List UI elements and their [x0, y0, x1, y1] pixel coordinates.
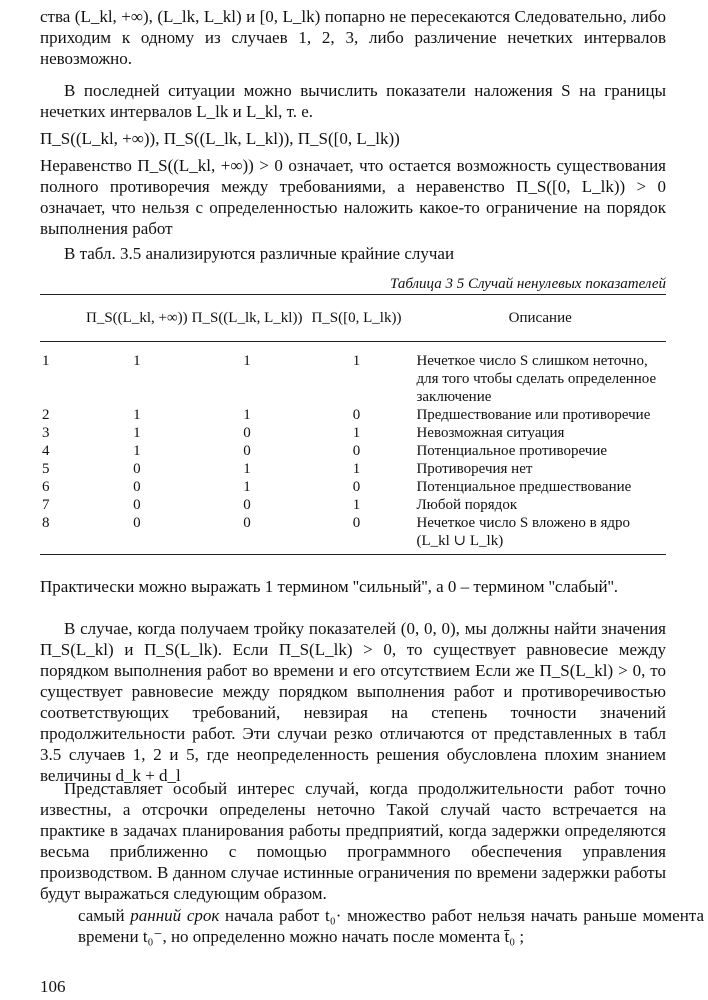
cell-pi-kl-inf: 1 — [133, 443, 141, 459]
cell-pi-kl-inf: 0 — [133, 479, 141, 495]
paragraph-triple: В случае, когда получаем тройку показателей (0, 0, 0), мы должны найти значения Π_S(L_kl) и Π_S(L_lk). Если Π_S(L_lk) > 0, то существует равновесие между порядком выполнения работ во времени и его отсутствием Если же Π_S(L_kl) > 0, то существует равновесие между порядком выполнения работ и противоречивостью соответствующих требований, невзирая на степень точности значений продолжительности работ. Эти случаи резко отличаются от представленных в табл 3.5 случаев 1, 2 и 5, где неопределенность решения обусловлена плохим знанием величины d_k + d_l — [40, 619, 666, 785]
cell-pi-0-lk: 1 — [352, 461, 361, 477]
cell-pi-0-lk: 0 — [352, 479, 361, 495]
earliest-start-term: ранний срок — [130, 906, 220, 925]
cell-pi-kl-inf: 0 — [133, 461, 141, 477]
cell-pi-lk-kl: 1 — [243, 353, 251, 369]
table-caption: Таблица 3 5 Случай ненулевых показателей — [390, 276, 666, 292]
paragraph-earliest-start — [40, 905, 704, 947]
table-row — [40, 460, 666, 478]
cell-description: Любой порядок — [416, 497, 518, 513]
cell-description: Противоречия нет — [416, 461, 533, 477]
row-number: 1 — [42, 353, 50, 369]
row-number: 5 — [42, 461, 50, 477]
earliest-start-prefix: самый — [78, 906, 131, 925]
cell-pi-kl-inf: 1 — [133, 353, 141, 369]
table-row — [40, 514, 666, 555]
paragraph-inequality: Неравенство Π_S((L_kl, +∞)) > 0 означает, что остается возможность существования полного противоречия между требованиями, а неравенство Π_S([0, L_lk)) > 0 означает, что нельзя с определенностью наложить какое-то ограничение на порядок выполнения работ — [40, 156, 666, 238]
cell-pi-kl-inf: 1 — [133, 425, 141, 441]
table-row — [40, 406, 666, 424]
cases-table — [40, 294, 666, 555]
cell-pi-lk-kl: 1 — [243, 461, 251, 477]
cell-pi-kl-inf: 1 — [133, 407, 141, 423]
cell-description: Невозможная ситуация — [416, 425, 565, 441]
row-number: 7 — [42, 497, 50, 513]
row-number: 2 — [42, 407, 50, 423]
header-pi-0-lk: Π_S([0, L_lk)) — [304, 295, 408, 342]
table-row — [40, 442, 666, 460]
cell-pi-0-lk: 1 — [352, 353, 361, 369]
cell-description: Нечеткое число S слишком неточно, для того чтобы сделать определенное заключение — [416, 353, 657, 405]
table-row — [40, 478, 666, 496]
row-number: 3 — [42, 425, 50, 441]
page-number: 106 — [40, 977, 66, 996]
table-row — [40, 342, 666, 407]
earliest-start-text: начала работ t₀· множество работ нельзя начать раньше момента времени t₀⁻, но определенно можно начать после момента t̄₀ ; — [78, 906, 704, 946]
cell-pi-lk-kl: 0 — [243, 425, 251, 441]
cell-description: Потенциальное предшествование — [416, 479, 632, 495]
header-pi-lk-kl: Π_S((L_lk, L_kl)) — [190, 295, 305, 342]
table-row — [40, 424, 666, 442]
cell-pi-kl-inf: 0 — [133, 497, 141, 513]
row-number: 6 — [42, 479, 50, 495]
cell-pi-0-lk: 0 — [352, 407, 361, 423]
cell-pi-0-lk: 1 — [352, 497, 361, 513]
table-row — [40, 496, 666, 514]
cell-pi-lk-kl: 0 — [243, 443, 251, 459]
cell-pi-kl-inf: 0 — [84, 514, 190, 555]
cell-pi-lk-kl: 1 — [243, 479, 251, 495]
header-number — [40, 295, 84, 342]
cell-pi-0-lk: 0 — [352, 443, 361, 459]
header-pi-kl-inf: Π_S((L_kl, +∞)) — [84, 295, 190, 342]
row-number: 8 — [40, 514, 84, 555]
row-number: 4 — [42, 443, 50, 459]
cell-pi-lk-kl: 0 — [190, 514, 305, 555]
cell-pi-lk-kl: 0 — [243, 497, 251, 513]
cell-description: Нечеткое число S вложено в ядро (L_kl ∪ L_lk) — [408, 514, 666, 555]
header-description: Описание — [408, 295, 666, 342]
cell-pi-0-lk: 0 — [304, 514, 408, 555]
paragraph-special-case: Представляет особый интерес случай, когда продолжительности работ точно известны, а отсрочки определены неточно Такой случай часто встречается на практике в задачах планирования работы предприятий, когда задержки определяются весьма приближенно с помощью программного обеспечения управления производством. В данном случае истинные ограничения по времени задержки работы будут выражаться следующим образом. — [40, 779, 666, 903]
cell-pi-0-lk: 1 — [352, 425, 361, 441]
paragraph-intro: ства (L_kl, +∞), (L_lk, L_kl) и [0, L_lk) попарно не пересекаются Следовательно, либо приходим к одному из случаев 1, 2, 3, либо различение нечетких интервалов невозможно. — [40, 7, 666, 68]
cell-pi-lk-kl: 1 — [243, 407, 251, 423]
table-header-row — [40, 295, 666, 342]
paragraph-table-ref: В табл. 3.5 анализируются различные крайние случаи — [64, 244, 455, 263]
cell-description: Предшествование или противоречие — [416, 407, 651, 423]
paragraph-terms: Практически можно выражать 1 термином ''сильный'', а 0 – термином ''слабый''. — [40, 577, 619, 596]
formula-line: Π_S((L_kl, +∞)), Π_S((L_lk, L_kl)), Π_S([0, L_lk)) — [40, 129, 400, 148]
paragraph-overlap: В последней ситуации можно вычислить показатели наложения S на границы нечетких интервалов L_lk и L_kl, т. е. — [40, 81, 666, 121]
cell-description: Потенциальное противоречие — [416, 443, 608, 459]
